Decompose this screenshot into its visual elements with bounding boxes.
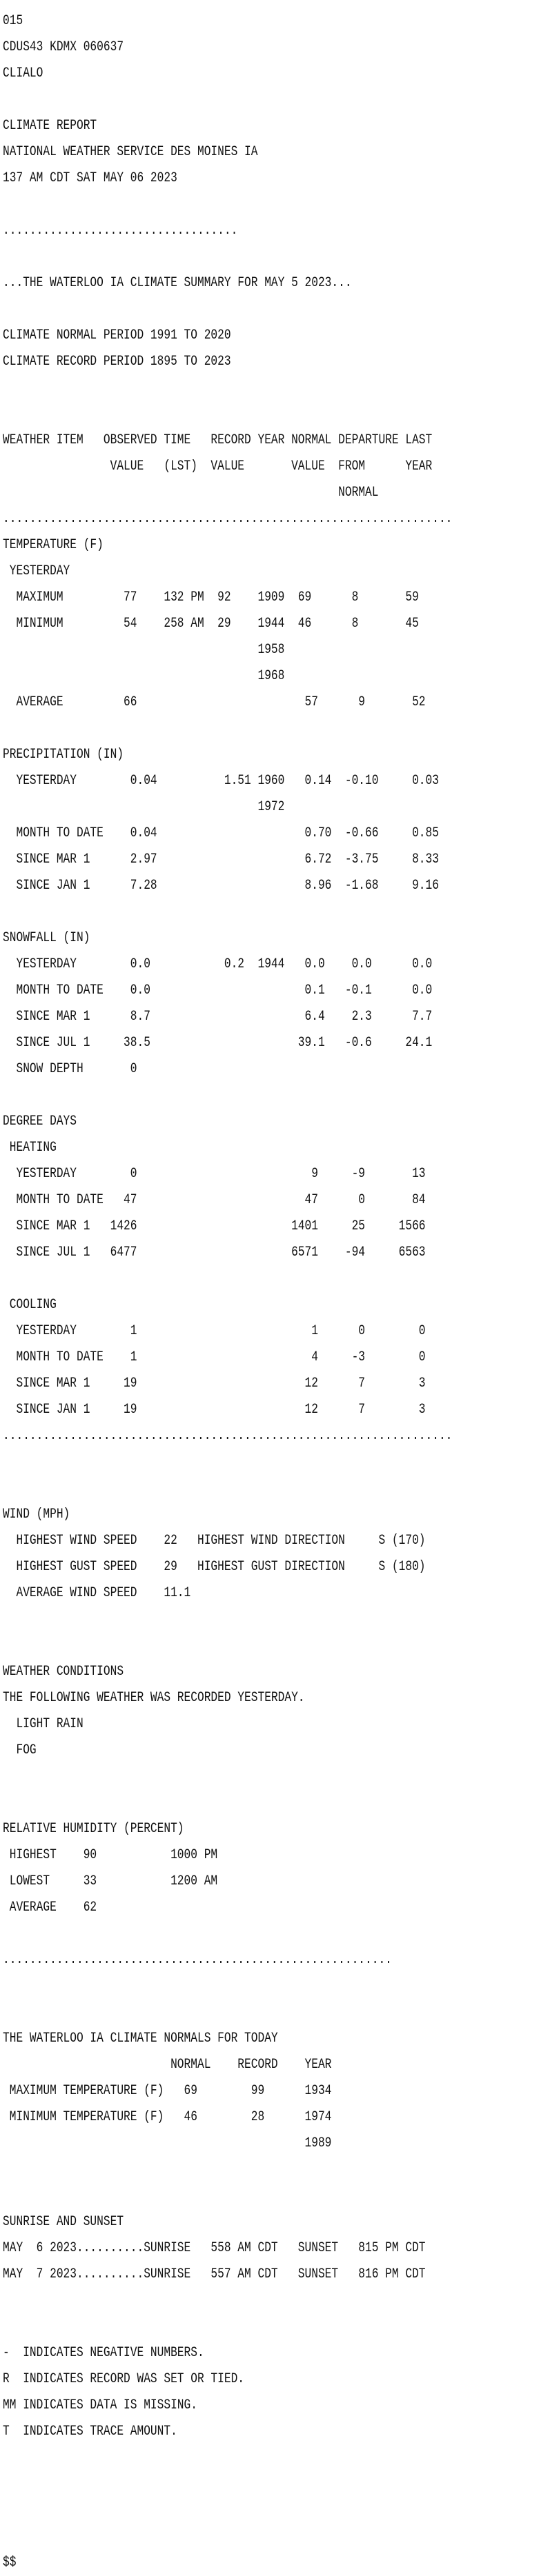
report-line: MINIMUM 54 258 AM 29 1944 46 8 45 (3, 616, 419, 632)
report-line: SINCE JAN 1 19 12 7 3 (3, 1402, 426, 1418)
report-line: 137 AM CDT SAT MAY 06 2023 (3, 170, 177, 186)
report-line: 1972 (3, 799, 285, 815)
report-line: ................................................................... (3, 1428, 453, 1444)
report-line: YESTERDAY (3, 563, 70, 579)
report-line: MINIMUM TEMPERATURE (F) 46 28 1974 (3, 2109, 332, 2125)
report-line: HEATING (3, 1140, 57, 1156)
report-line: WEATHER CONDITIONS (3, 1664, 124, 1680)
report-line: SNOWFALL (IN) (3, 930, 90, 946)
report-line: SINCE MAR 1 1426 1401 25 1566 (3, 1218, 426, 1234)
report-line: SINCE MAR 1 8.7 6.4 2.3 7.7 (3, 1009, 433, 1025)
report-line (3, 2451, 453, 2464)
report-line: SINCE JAN 1 7.28 8.96 -1.68 9.16 (3, 878, 439, 894)
report-line: MONTH TO DATE 0.04 0.70 -0.66 0.85 (3, 825, 439, 841)
report-line (3, 722, 453, 735)
report-line: RELATIVE HUMIDITY (PERCENT) (3, 1821, 184, 1837)
report-line: CDUS43 KDMX 060637 (3, 39, 124, 55)
report-line: YESTERDAY 0 9 -9 13 (3, 1166, 426, 1182)
report-line: T INDICATES TRACE AMOUNT. (3, 2424, 177, 2439)
report-line: AVERAGE 62 (3, 1900, 97, 1915)
report-line: MAXIMUM TEMPERATURE (F) 69 99 1934 (3, 2083, 332, 2099)
report-line: THE WATERLOO IA CLIMATE NORMALS FOR TODAY (3, 2031, 278, 2046)
report-line: SINCE JUL 1 6477 6571 -94 6563 (3, 1245, 426, 1260)
report-line (3, 2504, 453, 2517)
report-line (3, 1639, 453, 1652)
report-line: SINCE JUL 1 38.5 39.1 -0.6 24.1 (3, 1035, 433, 1051)
report-line: NATIONAL WEATHER SERVICE DES MOINES IA (3, 144, 258, 160)
report-line (3, 1980, 453, 1993)
report-line: NORMAL RECORD YEAR (3, 2057, 332, 2073)
report-line (3, 2163, 453, 2176)
report-line: THE FOLLOWING WEATHER WAS RECORDED YESTERDAY. (3, 1690, 305, 1706)
report-line (3, 1272, 453, 1285)
report-line (3, 198, 453, 211)
report-line (3, 1796, 453, 1809)
report-line: CLIMATE RECORD PERIOD 1895 TO 2023 (3, 354, 231, 370)
report-line: - INDICATES NEGATIVE NUMBERS. (3, 2345, 204, 2361)
report-line (3, 407, 453, 421)
report-line (3, 905, 453, 918)
report-line: 1958 (3, 642, 285, 658)
report-line: SUNRISE AND SUNSET (3, 2214, 124, 2230)
report-line: .......................................................... (3, 1952, 392, 1968)
report-line: HIGHEST 90 1000 PM (3, 1847, 218, 1863)
report-line (3, 1927, 453, 1940)
report-line: MONTH TO DATE 1 4 -3 0 (3, 1349, 426, 1365)
report-line: MAXIMUM 77 132 PM 92 1909 69 8 59 (3, 590, 419, 605)
report-line: ...THE WATERLOO IA CLIMATE SUMMARY FOR MAY 5 2023... (3, 275, 352, 291)
report-line (3, 2294, 453, 2307)
report-line (3, 303, 453, 316)
report-line: TEMPERATURE (F) (3, 537, 104, 553)
report-line (3, 1456, 453, 1469)
report-line (3, 2477, 453, 2491)
report-line: LOWEST 33 1200 AM (3, 1873, 218, 1889)
report-line (3, 1089, 453, 1102)
report-line: 1968 (3, 668, 285, 684)
report-line (3, 381, 453, 394)
report-line (3, 2006, 453, 2019)
report-line: MAY 7 2023..........SUNRISE 557 AM CDT SUNSET 816 PM CDT (3, 2266, 426, 2282)
report-line (3, 1770, 453, 1783)
report-line: AVERAGE WIND SPEED 11.1 (3, 1585, 191, 1601)
report-line: CLIMATE NORMAL PERIOD 1991 TO 2020 (3, 328, 231, 343)
report-line: LIGHT RAIN (3, 1716, 84, 1732)
report-line: NORMAL (3, 485, 379, 501)
report-line: WIND (MPH) (3, 1507, 70, 1522)
report-line: CLIALO (3, 66, 43, 81)
report-line: HIGHEST WIND SPEED 22 HIGHEST WIND DIRECTION S (170) (3, 1533, 426, 1549)
report-line: VALUE (LST) VALUE VALUE FROM YEAR (3, 459, 433, 474)
report-line (3, 2530, 453, 2543)
report-line: $$ (3, 2555, 17, 2570)
report-line: MAY 6 2023..........SUNRISE 558 AM CDT SUNSET 815 PM CDT (3, 2240, 426, 2256)
report-line: COOLING (3, 1297, 57, 1313)
report-line (3, 2320, 453, 2333)
report-line (3, 1613, 453, 1626)
report-line: SNOW DEPTH 0 (3, 1061, 137, 1077)
report-line: SINCE MAR 1 2.97 6.72 -3.75 8.33 (3, 852, 439, 867)
report-line: MONTH TO DATE 0.0 0.1 -0.1 0.0 (3, 983, 433, 998)
report-line: SINCE MAR 1 19 12 7 3 (3, 1376, 426, 1391)
report-line: YESTERDAY 0.0 0.2 1944 0.0 0.0 0.0 (3, 956, 433, 972)
report-line: YESTERDAY 1 1 0 0 (3, 1323, 426, 1339)
report-line: MONTH TO DATE 47 47 0 84 (3, 1192, 426, 1208)
report-line: FOG (3, 1742, 37, 1758)
report-line (3, 250, 453, 263)
report-line: DEGREE DAYS (3, 1114, 77, 1129)
report-line: AVERAGE 66 57 9 52 (3, 694, 426, 710)
report-line: YESTERDAY 0.04 1.51 1960 0.14 -0.10 0.03 (3, 773, 439, 789)
report-line: ................................... (3, 223, 238, 239)
report-line: MM INDICATES DATA IS MISSING. (3, 2397, 197, 2413)
report-line: 1989 (3, 2135, 332, 2151)
report-line: PRECIPITATION (IN) (3, 747, 124, 763)
report-line: ................................................................... (3, 511, 453, 527)
report-line: R INDICATES RECORD WAS SET OR TIED. (3, 2371, 245, 2387)
report-line (3, 1482, 453, 1495)
report-line: CLIMATE REPORT (3, 118, 97, 134)
report-line: HIGHEST GUST SPEED 29 HIGHEST GUST DIRECTION S (180) (3, 1559, 426, 1575)
report-line (3, 2189, 453, 2202)
report-line: 015 (3, 13, 23, 29)
report-line (3, 93, 453, 106)
report-line: WEATHER ITEM OBSERVED TIME RECORD YEAR NORMAL DEPARTURE LAST (3, 432, 433, 448)
